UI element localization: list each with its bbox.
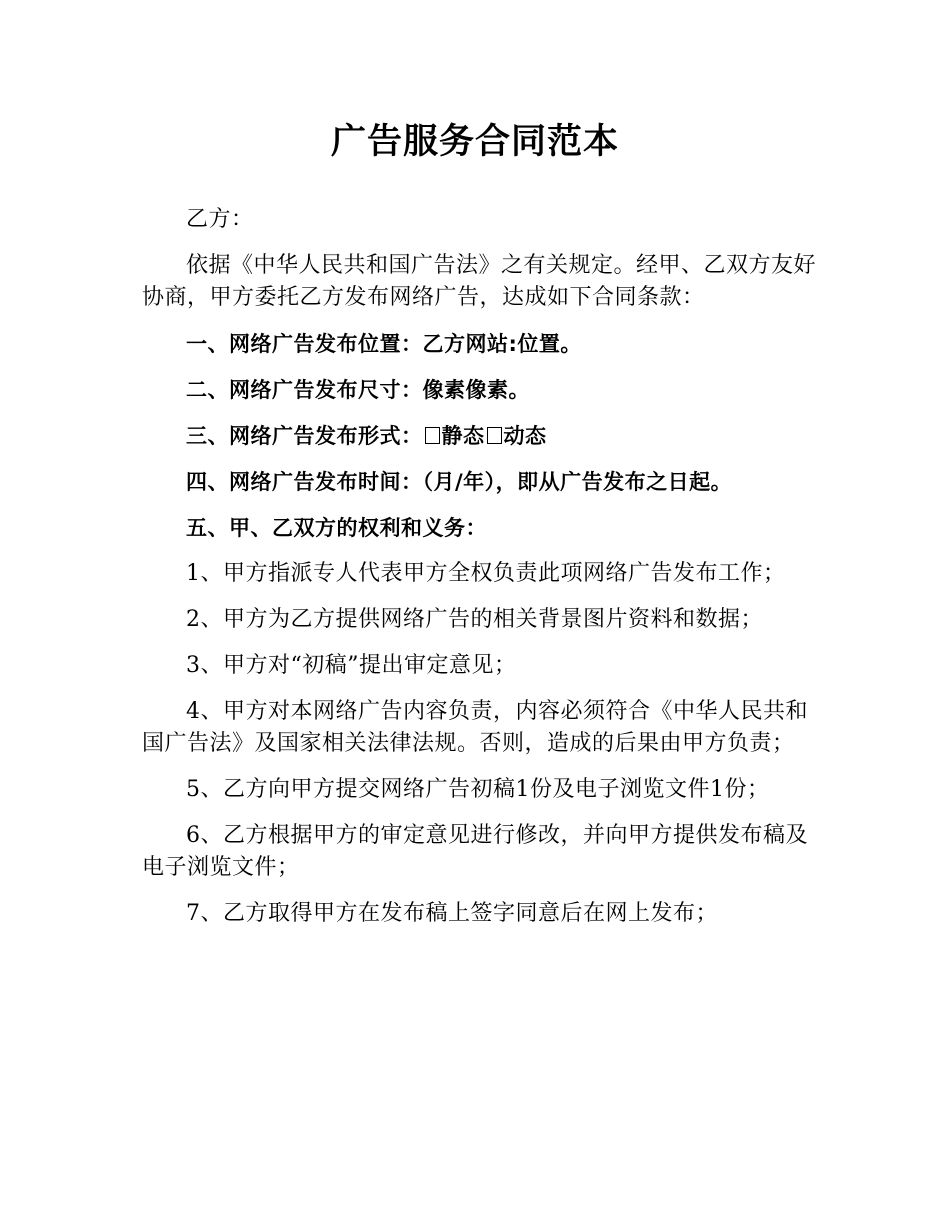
list-item: 2、甲方为乙方提供网络广告的相关背景图片资料和数据； — [186, 607, 763, 632]
clause-5: 五、甲、乙双方的权利和义务： — [186, 516, 487, 540]
intro-paragraph: 依据《中华人民共和国广告法》之有关规定。经甲、乙双方友好协商，甲方委托乙方发布网络广告，达成如下合同条款： — [142, 253, 817, 310]
clause-4: 四、网络广告发布时间：（月/年），即从广告发布之日起。 — [186, 470, 733, 494]
list-item: 3、甲方对“初稿”提出审定意见； — [186, 653, 517, 678]
clause-3-prefix: 三、网络广告发布形式： — [186, 424, 423, 448]
dynamic-option-label: 动态 — [503, 424, 547, 448]
clause-1: 一、网络广告发布位置：乙方网站:位置。 — [186, 332, 582, 356]
document-title: 广告服务合同范本 — [330, 122, 619, 162]
list-item: 1、甲方指派专人代表甲方全权负责此项网络广告发布工作； — [186, 561, 786, 586]
list-item: 6、乙方根据甲方的审定意见进行修改，并向甲方提供发布稿及电子浏览文件； — [142, 823, 808, 880]
dynamic-checkbox — [487, 427, 502, 444]
clause-2: 二、网络广告发布尺寸：像素像素。 — [186, 378, 530, 402]
clause-3 — [142, 420, 822, 452]
static-checkbox — [425, 427, 440, 444]
list-item: 5、乙方向甲方提交网络广告初稿1份及电子浏览文件1份； — [186, 777, 770, 802]
list-item: 7、乙方取得甲方在发布稿上签字同意后在网上发布； — [186, 901, 718, 926]
list-item: 4、甲方对本网络广告内容负责，内容必须符合《中华人民共和国广告法》及国家相关法律法规。否则，造成的后果由甲方负责； — [142, 699, 808, 756]
static-option-label: 静态 — [441, 424, 485, 448]
party-b-line: 乙方： — [186, 207, 254, 232]
document-body — [142, 204, 822, 944]
